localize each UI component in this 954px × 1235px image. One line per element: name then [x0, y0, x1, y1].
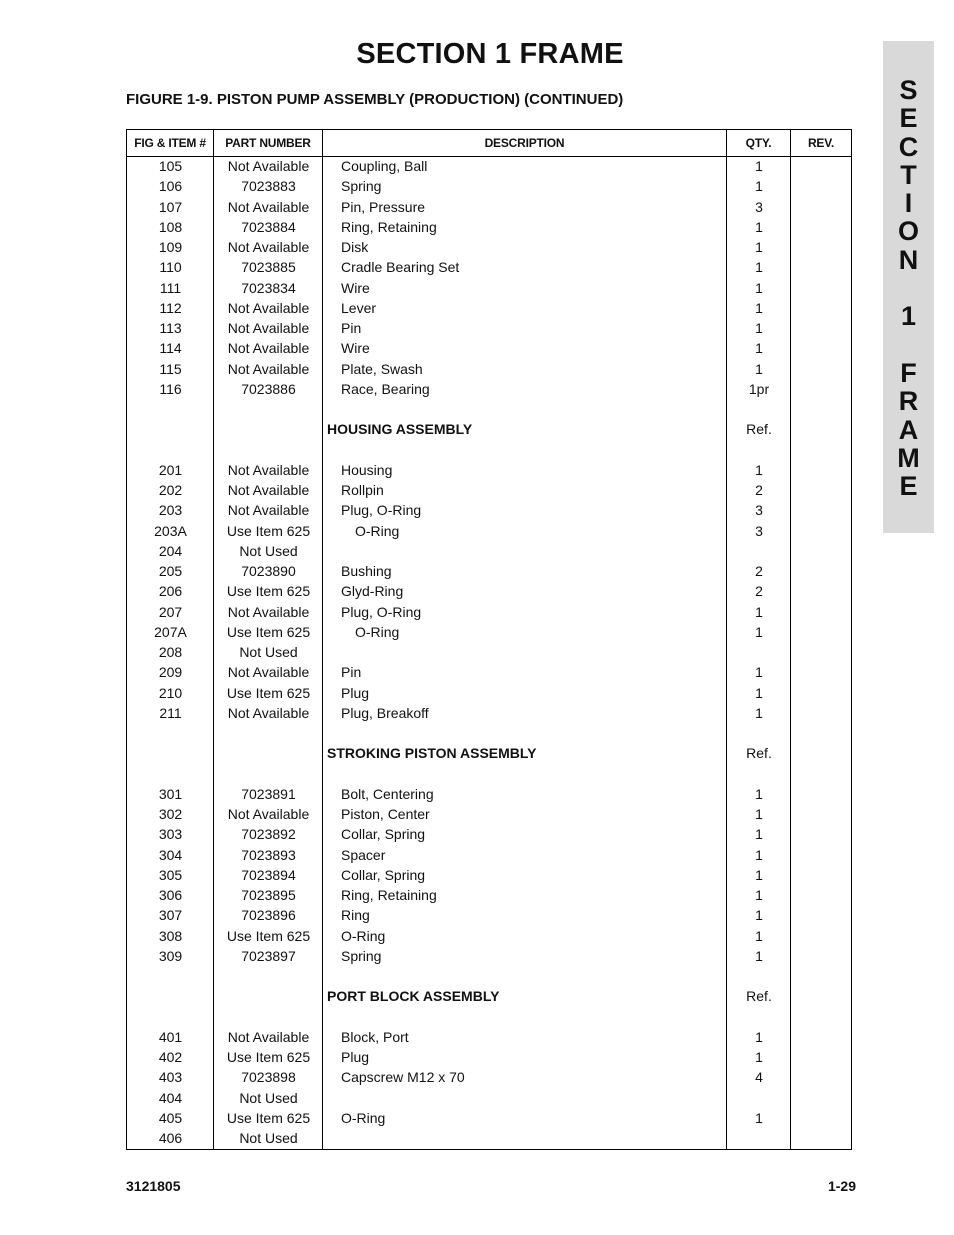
- quantity: 1: [755, 826, 763, 843]
- description: Spring: [341, 947, 382, 964]
- header-qty: QTY.: [745, 136, 772, 150]
- table-row: [127, 1047, 851, 1067]
- description: Spacer: [341, 846, 386, 863]
- part-number: 7023892: [241, 826, 296, 843]
- part-number: Not Available: [227, 340, 310, 357]
- quantity: 1: [755, 299, 763, 316]
- table-row: [127, 642, 851, 662]
- item-number: 108: [158, 218, 183, 235]
- item-number: 301: [158, 785, 183, 802]
- item-number: 209: [158, 664, 183, 681]
- description: Block, Port: [341, 1028, 409, 1045]
- side-tab-letters: [883, 76, 934, 500]
- quantity: 1: [755, 603, 763, 620]
- table-row: [127, 926, 851, 946]
- section-heading: STROKING PISTON ASSEMBLY: [327, 745, 537, 762]
- description: Lever: [341, 299, 377, 316]
- quantity: 1: [755, 806, 763, 822]
- quantity: 1: [755, 947, 763, 964]
- table-row: [127, 1128, 851, 1148]
- item-number: 203: [158, 502, 183, 519]
- table-spacer-row: [127, 723, 851, 743]
- quantity: 1: [755, 664, 763, 681]
- table-row: [127, 541, 851, 561]
- part-number: Not Used: [239, 1130, 298, 1146]
- item-number: 107: [158, 198, 183, 215]
- side-tab-letter: [883, 331, 934, 359]
- quantity: 1: [755, 785, 763, 802]
- item-number: 404: [158, 1089, 183, 1106]
- description: Plug, O-Ring: [341, 603, 422, 620]
- part-number: Use Item 625: [226, 927, 311, 944]
- part-number: 7023890: [241, 563, 296, 579]
- item-number: 303: [158, 826, 183, 843]
- part-number: 7023883: [241, 178, 296, 195]
- side-tab-letter: M: [897, 442, 920, 473]
- part-number: Not Available: [227, 482, 310, 498]
- item-number: 207A: [154, 623, 187, 640]
- description: Ring, Retaining: [341, 218, 437, 235]
- side-tab-letter: E: [899, 103, 918, 134]
- table-row: [127, 662, 851, 682]
- description: O-Ring: [341, 1109, 386, 1126]
- item-number: 202: [158, 482, 183, 498]
- description: Housing: [341, 461, 393, 478]
- quantity: 4: [755, 1069, 763, 1086]
- part-number: 7023834: [241, 279, 296, 296]
- description: Ring: [341, 907, 370, 924]
- quantity: 1: [755, 340, 763, 357]
- part-number: Use Item 625: [226, 522, 311, 539]
- description: Rollpin: [341, 482, 384, 498]
- description: Collar, Spring: [341, 826, 426, 843]
- part-number: 7023896: [241, 907, 296, 924]
- table-row: [127, 1108, 851, 1128]
- part-number: Not Available: [227, 320, 310, 336]
- side-tab-letter: R: [898, 386, 919, 417]
- description: Wire: [341, 279, 370, 296]
- header-description: DESCRIPTION: [484, 136, 565, 150]
- item-number: 406: [158, 1130, 183, 1146]
- item-number: 106: [158, 178, 183, 195]
- description: Bushing: [341, 563, 392, 579]
- item-number: 305: [158, 866, 183, 883]
- side-tab-letter: N: [898, 244, 919, 275]
- table-row: [127, 237, 851, 257]
- table-row: [127, 845, 851, 865]
- item-number: 307: [158, 907, 183, 924]
- table-header-row: [127, 130, 851, 157]
- quantity: 2: [755, 583, 763, 600]
- table-row: [127, 379, 851, 399]
- quantity: Ref.: [746, 421, 772, 438]
- item-number: 211: [159, 704, 182, 721]
- item-number: 111: [159, 279, 182, 296]
- table-row: [127, 156, 851, 176]
- table-row: [127, 521, 851, 541]
- part-number: Not Available: [227, 603, 310, 620]
- quantity: 3: [755, 198, 763, 215]
- description: Race, Bearing: [341, 380, 430, 397]
- item-number: 205: [158, 563, 183, 579]
- table-row: [127, 824, 851, 844]
- item-number: 203A: [154, 522, 187, 539]
- side-tab-letter: C: [898, 131, 919, 162]
- part-number: Not Available: [227, 461, 310, 478]
- quantity: 1: [755, 866, 763, 883]
- table-row: [127, 217, 851, 237]
- quantity: 2: [755, 563, 763, 579]
- side-tab-letter: F: [900, 357, 917, 388]
- part-number: Not Available: [227, 158, 310, 174]
- description: Bolt, Centering: [341, 785, 434, 802]
- part-number: Not Available: [227, 806, 310, 822]
- item-number: 306: [158, 887, 183, 903]
- section-heading: PORT BLOCK ASSEMBLY: [327, 988, 500, 1005]
- item-number: 210: [158, 684, 183, 701]
- item-number: 114: [159, 340, 182, 357]
- table-row: [127, 602, 851, 622]
- table-spacer-row: [127, 440, 851, 460]
- item-number: 308: [158, 927, 183, 944]
- table-section-row: [127, 986, 851, 1006]
- table-body: [127, 156, 851, 1148]
- table-row: [127, 561, 851, 581]
- quantity: 1: [755, 927, 763, 944]
- item-number: 403: [158, 1069, 183, 1086]
- quantity: 1: [755, 704, 763, 721]
- table-row: [127, 804, 851, 824]
- description: Coupling, Ball: [341, 158, 428, 174]
- item-number: 208: [158, 644, 183, 660]
- item-number: 201: [158, 461, 183, 478]
- quantity: 1: [755, 623, 763, 640]
- description: Cradle Bearing Set: [341, 259, 460, 276]
- item-number: 105: [158, 158, 183, 174]
- quantity: 1: [755, 218, 763, 235]
- item-number: 116: [159, 380, 182, 397]
- table-row: [127, 318, 851, 338]
- table-row: [127, 1088, 851, 1108]
- table-spacer-row: [127, 764, 851, 784]
- quantity: 3: [755, 522, 763, 539]
- table-row: [127, 905, 851, 925]
- quantity: 1: [755, 461, 763, 478]
- quantity: 1: [755, 1028, 763, 1045]
- item-number: 309: [158, 947, 183, 964]
- table-row: [127, 703, 851, 723]
- table-section-row: [127, 419, 851, 439]
- description: Glyd-Ring: [341, 583, 404, 600]
- part-number: Use Item 625: [226, 1049, 311, 1065]
- description: Capscrew M12 x 70: [341, 1069, 465, 1086]
- part-number: Not Available: [227, 239, 310, 255]
- quantity: 1: [755, 907, 763, 924]
- table-row: [127, 298, 851, 318]
- header-item: FIG & ITEM #: [134, 136, 206, 150]
- description: Pin, Pressure: [341, 198, 426, 215]
- quantity: 1pr: [748, 380, 770, 397]
- header-rev: REV.: [807, 136, 835, 150]
- part-number: 7023884: [241, 218, 296, 235]
- document-number: 3121805: [126, 1178, 181, 1194]
- item-number: 109: [158, 239, 183, 255]
- quantity: 1: [755, 259, 763, 276]
- quantity: 1: [755, 158, 763, 174]
- item-number: 204: [158, 542, 183, 559]
- part-number: Not Available: [227, 664, 310, 681]
- side-tab-letter: [883, 274, 934, 302]
- part-number: Not Available: [227, 198, 310, 215]
- table-row: [127, 865, 851, 885]
- part-number: Use Item 625: [226, 583, 311, 600]
- description: Spring: [341, 178, 382, 195]
- table-row: [127, 257, 851, 277]
- item-number: 207: [158, 603, 183, 620]
- table-row: [127, 338, 851, 358]
- part-number: Use Item 625: [226, 684, 311, 701]
- description: Plug, O-Ring: [341, 502, 422, 519]
- description: Pin: [341, 320, 362, 336]
- table-row: [127, 784, 851, 804]
- table-row: [127, 683, 851, 703]
- description: Wire: [341, 340, 370, 357]
- side-tab-letter: E: [899, 471, 918, 502]
- table-spacer-row: [127, 966, 851, 986]
- quantity: 1: [755, 1049, 763, 1065]
- quantity: 1: [755, 239, 763, 255]
- side-tab-letter: I: [904, 188, 913, 219]
- description: Plug: [341, 1049, 370, 1065]
- part-number: Not Used: [239, 1089, 298, 1106]
- item-number: 110: [159, 259, 182, 276]
- header-part-number: PART NUMBER: [225, 136, 311, 150]
- figure-title: FIGURE 1-9. PISTON PUMP ASSEMBLY (PRODUCTION) (CONTINUED): [126, 91, 624, 108]
- part-number: Not Available: [227, 502, 310, 519]
- quantity: 2: [755, 482, 763, 498]
- table-row: [127, 176, 851, 196]
- part-number: Not Available: [227, 299, 310, 316]
- table-row: [127, 1067, 851, 1087]
- table-section-row: [127, 743, 851, 763]
- side-tab-letter: A: [898, 414, 919, 445]
- item-number: 113: [159, 320, 182, 336]
- quantity: 1: [755, 320, 763, 336]
- section-heading: HOUSING ASSEMBLY: [327, 421, 473, 438]
- description: Ring, Retaining: [341, 887, 437, 903]
- item-number: 402: [158, 1049, 183, 1065]
- table-row: [127, 885, 851, 905]
- item-number: 112: [159, 299, 182, 316]
- quantity: 1: [755, 1109, 763, 1126]
- part-number: Not Used: [239, 542, 298, 559]
- description: Disk: [341, 239, 369, 255]
- description: Plug: [341, 684, 370, 701]
- item-number: 405: [158, 1109, 183, 1126]
- description: O-Ring: [341, 927, 386, 944]
- quantity: 1: [755, 279, 763, 296]
- parts-table: [126, 129, 852, 1150]
- quantity: 1: [755, 360, 763, 377]
- part-number: Not Available: [227, 360, 310, 377]
- part-number: 7023891: [241, 785, 296, 802]
- quantity: 1: [755, 887, 763, 903]
- table-row: [127, 500, 851, 520]
- table-row: [127, 359, 851, 379]
- part-number: 7023897: [241, 947, 296, 964]
- item-number: 302: [158, 806, 183, 822]
- part-number: 7023885: [241, 259, 296, 276]
- quantity: 1: [755, 684, 763, 701]
- side-tab-letter: O: [897, 216, 919, 247]
- description: Plate, Swash: [341, 360, 423, 377]
- table-row: [127, 460, 851, 480]
- quantity: 1: [755, 846, 763, 863]
- description: Piston, Center: [341, 806, 430, 822]
- side-tab-letter: 1: [900, 301, 917, 332]
- page-number: 1-29: [827, 1178, 856, 1194]
- item-number: 115: [159, 360, 182, 377]
- quantity: 1: [755, 178, 763, 195]
- page-title: SECTION 1 FRAME: [356, 38, 624, 70]
- table-row: [127, 1027, 851, 1047]
- part-number: 7023893: [241, 846, 296, 863]
- item-number: 206: [158, 583, 183, 600]
- side-tab-letter: T: [900, 159, 917, 190]
- part-number: 7023898: [241, 1069, 296, 1086]
- table-row: [127, 946, 851, 966]
- part-number: Not Available: [227, 704, 310, 721]
- description: Pin: [341, 664, 362, 681]
- table-row: [127, 480, 851, 500]
- section-side-tab: [883, 41, 934, 533]
- part-number: 7023895: [241, 887, 296, 903]
- part-number: Use Item 625: [226, 623, 311, 640]
- part-number: Not Available: [227, 1028, 310, 1045]
- quantity: 3: [755, 502, 763, 519]
- table-spacer-row: [127, 399, 851, 419]
- part-number: Use Item 625: [226, 1109, 311, 1126]
- part-number: 7023886: [241, 380, 296, 397]
- table-row: [127, 581, 851, 601]
- part-number: Not Used: [239, 644, 298, 660]
- table-row: [127, 197, 851, 217]
- item-number: 401: [158, 1028, 183, 1045]
- description: Plug, Breakoff: [341, 704, 429, 721]
- item-number: 304: [158, 846, 183, 863]
- table-spacer-row: [127, 1007, 851, 1027]
- table-row: [127, 278, 851, 298]
- table-row: [127, 622, 851, 642]
- description: O-Ring: [355, 623, 400, 640]
- quantity: Ref.: [746, 745, 772, 762]
- description: O-Ring: [355, 522, 400, 539]
- part-number: 7023894: [241, 866, 296, 883]
- quantity: Ref.: [746, 988, 772, 1005]
- description: Collar, Spring: [341, 866, 426, 883]
- side-tab-letter: S: [899, 75, 918, 105]
